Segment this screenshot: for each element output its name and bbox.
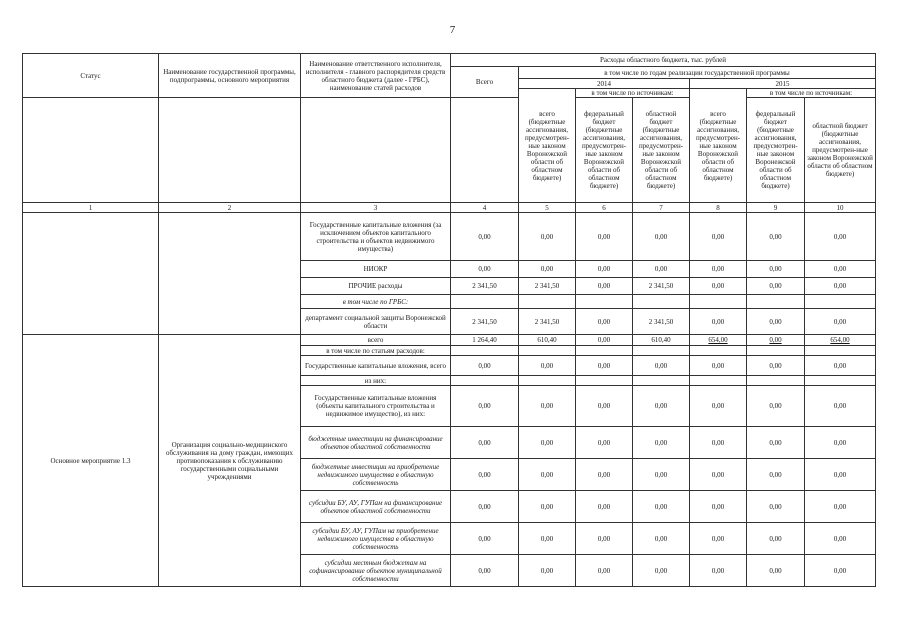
value-cell: 0,00 bbox=[747, 356, 805, 376]
value-cell: 0,00 bbox=[519, 459, 576, 491]
value-cell: 0,00 bbox=[451, 523, 519, 555]
value-cell: 0,00 bbox=[451, 213, 519, 261]
row-label: в том числе по ГРБС: bbox=[301, 295, 451, 309]
value-cell: 610,40 bbox=[519, 335, 576, 346]
value-cell: 0,00 bbox=[451, 427, 519, 459]
value-cell: 0,00 bbox=[576, 309, 633, 335]
row-label: Государственные капитальные вложения, всего bbox=[301, 356, 451, 376]
header-2015-by-sources: в том числе по источникам: bbox=[747, 89, 876, 98]
table-row bbox=[23, 335, 876, 346]
value-cell: 0,00 bbox=[805, 278, 876, 295]
header-2014-total: всего (бюджетные ассигнования, предусмотрен-ные законом Воронежской области об областном бюджете) bbox=[519, 89, 576, 203]
value-cell: 0,00 bbox=[805, 555, 876, 587]
header-status-cont bbox=[23, 98, 159, 203]
column-number: 7 bbox=[633, 203, 690, 213]
value-cell: 0,00 bbox=[451, 491, 519, 523]
budget-expenses-table bbox=[22, 53, 876, 587]
header-year-2014: 2014 bbox=[519, 79, 690, 89]
value-cell bbox=[805, 376, 876, 386]
value-cell bbox=[633, 376, 690, 386]
value-cell: 0,00 bbox=[633, 427, 690, 459]
value-cell: 0,00 bbox=[805, 261, 876, 278]
value-cell: 654,00 bbox=[690, 335, 747, 346]
value-cell: 0,00 bbox=[690, 427, 747, 459]
value-cell: 0,00 bbox=[747, 459, 805, 491]
header-year-2015: 2015 bbox=[690, 79, 876, 89]
header-executor: Наименование ответственного исполнителя, исполнителя - главного распорядителя средств областного бюджета (далее - ГРБС), наименование статей расходов bbox=[301, 54, 451, 98]
value-cell bbox=[690, 376, 747, 386]
value-cell bbox=[805, 295, 876, 309]
value-cell: 0,00 bbox=[576, 555, 633, 587]
value-cell: 0,00 bbox=[690, 356, 747, 376]
row-label: Государственные капитальные вложения (за исключением объектов капитального строительства и объектов недвижимого имущества) bbox=[301, 213, 451, 261]
value-cell: 0,00 bbox=[576, 356, 633, 376]
value-cell bbox=[519, 346, 576, 356]
header-program-name: Наименование государственной программы, подпрограммы, основного мероприятия bbox=[159, 54, 301, 98]
row-label: субсидии местным бюджетам на софинансирование объектов муниципальной собственности bbox=[301, 555, 451, 587]
value-cell: 0,00 bbox=[805, 523, 876, 555]
value-cell: 0,00 bbox=[451, 555, 519, 587]
page-number: 7 bbox=[449, 24, 456, 36]
value-cell: 0,00 bbox=[690, 459, 747, 491]
value-cell: 0,00 bbox=[519, 491, 576, 523]
value-cell: 0,00 bbox=[451, 386, 519, 427]
value-cell: 0,00 bbox=[690, 278, 747, 295]
header-2015-regional: областной бюджет (бюджетные ассигнования, предусмотрен-ные законом Воронежской области об областном бюджете) bbox=[805, 98, 876, 203]
value-cell: 0,00 bbox=[576, 278, 633, 295]
header-2014-federal: федеральный бюджет (бюджетные ассигнования, предусмотрен-ные законом Воронежской области об областном бюджете) bbox=[576, 98, 633, 203]
header-program-cont bbox=[159, 98, 301, 203]
column-number: 10 bbox=[805, 203, 876, 213]
column-number: 6 bbox=[576, 203, 633, 213]
value-cell bbox=[747, 295, 805, 309]
header-2014-by-sources: в том числе по источникам: bbox=[576, 89, 690, 98]
measure-name: Организация социально-медицинского обслуживания на дому граждан, имеющих противопоказания к обслуживанию государственными социальными учреждениями bbox=[159, 335, 301, 587]
value-cell: 0,00 bbox=[805, 356, 876, 376]
value-cell: 1 264,40 bbox=[451, 335, 519, 346]
table-row bbox=[23, 213, 876, 261]
value-cell: 0,00 bbox=[519, 261, 576, 278]
value-cell: 0,00 bbox=[519, 213, 576, 261]
value-cell: 0,00 bbox=[690, 386, 747, 427]
value-cell bbox=[576, 376, 633, 386]
value-cell: 0,00 bbox=[747, 555, 805, 587]
value-cell: 0,00 bbox=[805, 386, 876, 427]
header-total-cont bbox=[451, 98, 519, 203]
value-cell bbox=[451, 295, 519, 309]
value-cell: 0,00 bbox=[633, 213, 690, 261]
status-cell-empty bbox=[23, 213, 159, 335]
row-label: департамент социальной защиты Воронежской области bbox=[301, 309, 451, 335]
value-cell: 0,00 bbox=[576, 213, 633, 261]
value-cell bbox=[633, 295, 690, 309]
header-total: Всего bbox=[451, 67, 519, 98]
value-cell: 0,00 bbox=[747, 386, 805, 427]
value-cell bbox=[747, 376, 805, 386]
value-cell: 0,00 bbox=[633, 491, 690, 523]
column-number: 1 bbox=[23, 203, 159, 213]
value-cell: 2 341,50 bbox=[633, 309, 690, 335]
value-cell: 0,00 bbox=[747, 427, 805, 459]
row-label: субсидии БУ, АУ, ГУПам на финансирование объектов областной собственности bbox=[301, 491, 451, 523]
value-cell: 0,00 bbox=[747, 335, 805, 346]
value-cell: 2 341,50 bbox=[519, 278, 576, 295]
value-cell bbox=[690, 346, 747, 356]
row-label: всего bbox=[301, 335, 451, 346]
value-cell: 0,00 bbox=[519, 427, 576, 459]
value-cell: 0,00 bbox=[747, 309, 805, 335]
value-cell: 0,00 bbox=[451, 356, 519, 376]
value-cell: 0,00 bbox=[690, 213, 747, 261]
value-cell: 0,00 bbox=[805, 491, 876, 523]
column-number: 3 bbox=[301, 203, 451, 213]
header-executor-cont bbox=[301, 98, 451, 203]
value-cell: 0,00 bbox=[576, 523, 633, 555]
column-number: 9 bbox=[747, 203, 805, 213]
value-cell: 0,00 bbox=[576, 261, 633, 278]
value-cell: 0,00 bbox=[690, 261, 747, 278]
row-label: НИОКР bbox=[301, 261, 451, 278]
row-label: Государственные капитальные вложения (объекты капитального строительства и недвижимое имущество), из них: bbox=[301, 386, 451, 427]
column-number-row bbox=[23, 203, 876, 213]
value-cell: 0,00 bbox=[519, 523, 576, 555]
row-label: бюджетные инвестиции на финансирование объектов областной собственности bbox=[301, 427, 451, 459]
value-cell: 2 341,50 bbox=[451, 278, 519, 295]
row-label: бюджетные инвестиции на приобретение недвижимого имущества в областную собственность bbox=[301, 459, 451, 491]
value-cell: 0,00 bbox=[747, 213, 805, 261]
row-label: в том числе по статьям расходов: bbox=[301, 346, 451, 356]
value-cell: 610,40 bbox=[633, 335, 690, 346]
value-cell bbox=[805, 346, 876, 356]
value-cell: 0,00 bbox=[576, 491, 633, 523]
value-cell: 0,00 bbox=[690, 491, 747, 523]
value-cell: 0,00 bbox=[576, 335, 633, 346]
value-cell bbox=[519, 295, 576, 309]
value-cell bbox=[519, 376, 576, 386]
column-number: 8 bbox=[690, 203, 747, 213]
value-cell: 0,00 bbox=[805, 427, 876, 459]
value-cell: 0,00 bbox=[690, 309, 747, 335]
value-cell: 0,00 bbox=[633, 356, 690, 376]
value-cell: 0,00 bbox=[451, 459, 519, 491]
value-cell: 0,00 bbox=[633, 261, 690, 278]
value-cell: 0,00 bbox=[451, 261, 519, 278]
column-number: 5 bbox=[519, 203, 576, 213]
header-2015-total: всего (бюджетные ассигнования, предусмотрен-ные законом Воронежской области об областном бюджете) bbox=[690, 89, 747, 203]
row-label: ПРОЧИЕ расходы bbox=[301, 278, 451, 295]
value-cell: 0,00 bbox=[805, 213, 876, 261]
value-cell: 0,00 bbox=[633, 386, 690, 427]
value-cell: 0,00 bbox=[690, 523, 747, 555]
value-cell: 0,00 bbox=[633, 523, 690, 555]
value-cell bbox=[633, 346, 690, 356]
value-cell: 0,00 bbox=[519, 386, 576, 427]
value-cell bbox=[576, 295, 633, 309]
value-cell bbox=[576, 346, 633, 356]
value-cell: 654,00 bbox=[805, 335, 876, 346]
header-by-years: в том числе по годам реализации государственной программы bbox=[519, 67, 876, 79]
header-status: Статус bbox=[23, 54, 159, 98]
value-cell: 0,00 bbox=[576, 459, 633, 491]
value-cell: 0,00 bbox=[633, 459, 690, 491]
value-cell: 0,00 bbox=[747, 261, 805, 278]
row-label: из них: bbox=[301, 376, 451, 386]
value-cell: 0,00 bbox=[576, 427, 633, 459]
value-cell: 0,00 bbox=[633, 555, 690, 587]
value-cell: 2 341,50 bbox=[633, 278, 690, 295]
value-cell bbox=[451, 376, 519, 386]
value-cell bbox=[747, 346, 805, 356]
value-cell: 0,00 bbox=[805, 309, 876, 335]
measure-status: Основное мероприятие 1.3 bbox=[23, 335, 159, 587]
value-cell bbox=[451, 346, 519, 356]
header-2015-federal: федеральный бюджет (бюджетные ассигнования, предусмотрен-ные законом Воронежской области об областном бюджете) bbox=[747, 98, 805, 203]
header-expenses-title: Расходы областного бюджета, тыс. рублей bbox=[451, 54, 876, 67]
row-label: субсидии БУ, АУ, ГУПам на приобретение недвижимого имущества в областную собственность bbox=[301, 523, 451, 555]
value-cell: 2 341,50 bbox=[451, 309, 519, 335]
value-cell: 0,00 bbox=[805, 459, 876, 491]
column-number: 4 bbox=[451, 203, 519, 213]
value-cell bbox=[690, 295, 747, 309]
value-cell: 0,00 bbox=[747, 491, 805, 523]
value-cell: 0,00 bbox=[690, 555, 747, 587]
value-cell: 0,00 bbox=[576, 386, 633, 427]
column-number: 2 bbox=[159, 203, 301, 213]
header-2014-regional: областной бюджет (бюджетные ассигнования, предусмотрен-ные законом Воронежской области об областном бюджете) bbox=[633, 98, 690, 203]
value-cell: 0,00 bbox=[519, 555, 576, 587]
value-cell: 0,00 bbox=[747, 523, 805, 555]
value-cell: 2 341,50 bbox=[519, 309, 576, 335]
value-cell: 0,00 bbox=[519, 356, 576, 376]
name-cell-empty bbox=[159, 213, 301, 335]
value-cell: 0,00 bbox=[747, 278, 805, 295]
